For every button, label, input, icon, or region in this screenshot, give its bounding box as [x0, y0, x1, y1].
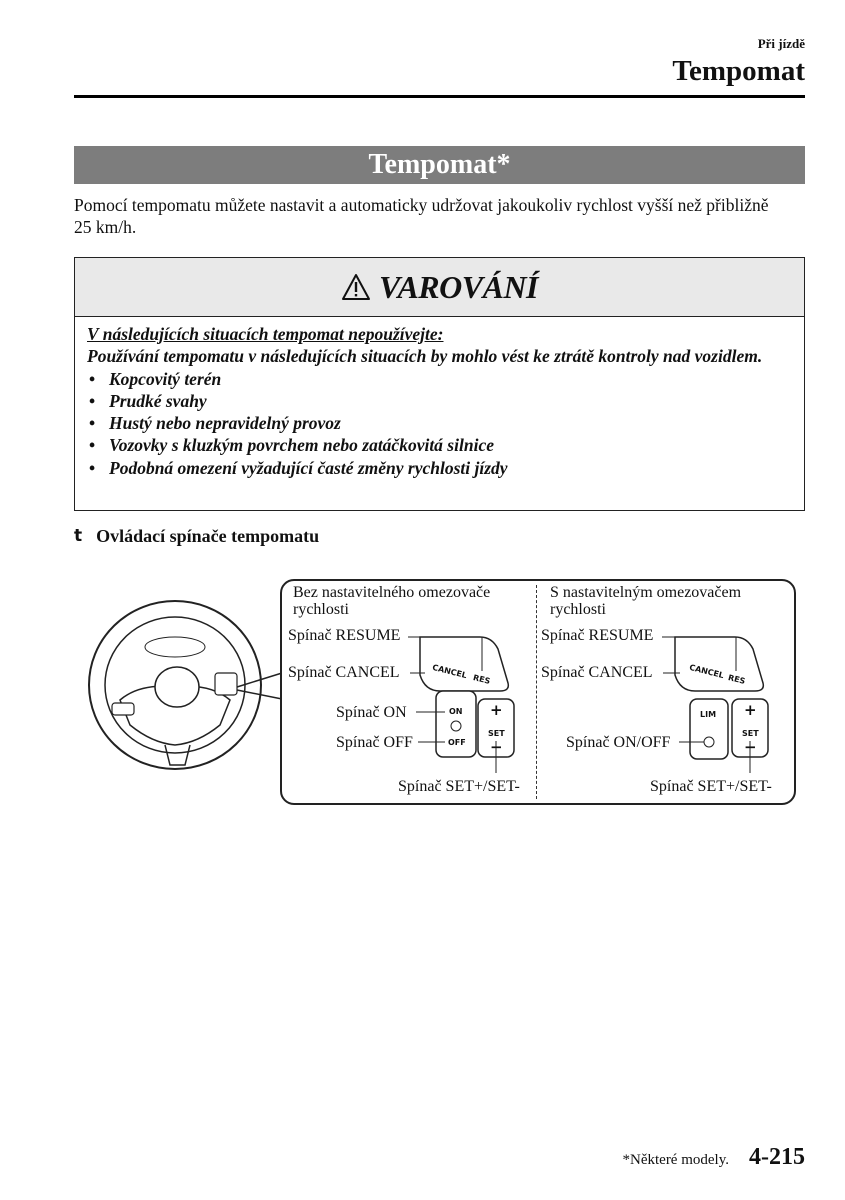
warning-list-item: • Kopcovitý terén [87, 368, 794, 390]
warning-subtitle: V následujících situacích tempomat nepoužívejte: [87, 324, 444, 344]
right-resume-label: Spínač RESUME [541, 627, 654, 644]
cancel-button-text: CANCEL [431, 662, 468, 681]
cruise-control-figure [80, 575, 800, 807]
right-minus-button-text: − [744, 738, 757, 756]
warning-list-item: • Podobná omezení vyžadující časté změny rychlosti jízdy [87, 457, 794, 479]
left-resume-label: Spínač RESUME [288, 627, 401, 644]
right-panel-title: S nastavitelným omezovačem rychlosti [550, 584, 742, 618]
lim-button-text: LIM [700, 710, 717, 719]
left-on-label: Spínač ON [336, 704, 407, 721]
intro-paragraph: Pomocí tempomatu můžete nastavit a automaticky udržovat jakoukoliv rychlost vyšší než přibližně 25 km/h. [74, 195, 769, 237]
page-number: 4-215 [749, 1144, 805, 1170]
warning-triangle-icon [341, 273, 371, 301]
running-section-header: Při jízdě [757, 36, 805, 51]
warning-list-item: • Vozovky s kluzkým povrchem nebo zatáčkovitá silnice [87, 434, 794, 456]
subheading-marker: t [74, 526, 83, 546]
warning-body [75, 317, 804, 479]
warning-list-item: • Hustý nebo nepravidelný provoz [87, 412, 794, 434]
right-plus-button-text: + [744, 701, 757, 719]
right-onoff-label: Spínač ON/OFF [566, 734, 671, 751]
subheading-text: Ovládací spínače tempomatu [96, 526, 320, 546]
warning-heading: VAROVÁNÍ [378, 268, 538, 305]
footnote: *Některé modely. [622, 1152, 729, 1168]
res-button-text: RES [472, 673, 492, 686]
minus-button-text: − [490, 738, 503, 756]
warning-list-item: • Prudké svahy [87, 390, 794, 412]
left-set-label: Spínač SET+/SET- [398, 778, 520, 795]
left-cancel-label: Spínač CANCEL [288, 664, 400, 681]
plus-button-text: + [490, 701, 503, 719]
right-cancel-label: Spínač CANCEL [541, 664, 653, 681]
subheading [74, 526, 319, 547]
running-page-title: Tempomat [672, 55, 805, 87]
header-rule [74, 95, 805, 98]
right-set-label: Spínač SET+/SET- [650, 778, 772, 795]
set-button-text: SET [488, 729, 505, 738]
warning-header [75, 258, 804, 317]
off-button-text: OFF [448, 738, 466, 747]
left-panel-title: Bez nastavitelného omezovače rychlosti [293, 584, 491, 618]
right-res-button-text: RES [727, 673, 747, 686]
on-button-text: ON [449, 707, 463, 716]
right-set-button-text: SET [742, 729, 759, 738]
warning-box [74, 257, 805, 511]
warning-text: Používání tempomatu v následujících situacích by mohlo vést ke ztrátě kontroly nad vozidlem. [87, 346, 763, 367]
left-off-label: Spínač OFF [336, 734, 413, 751]
right-cancel-button-text: CANCEL [688, 662, 725, 681]
section-title: Tempomat* [74, 146, 805, 184]
warning-list [87, 368, 794, 479]
